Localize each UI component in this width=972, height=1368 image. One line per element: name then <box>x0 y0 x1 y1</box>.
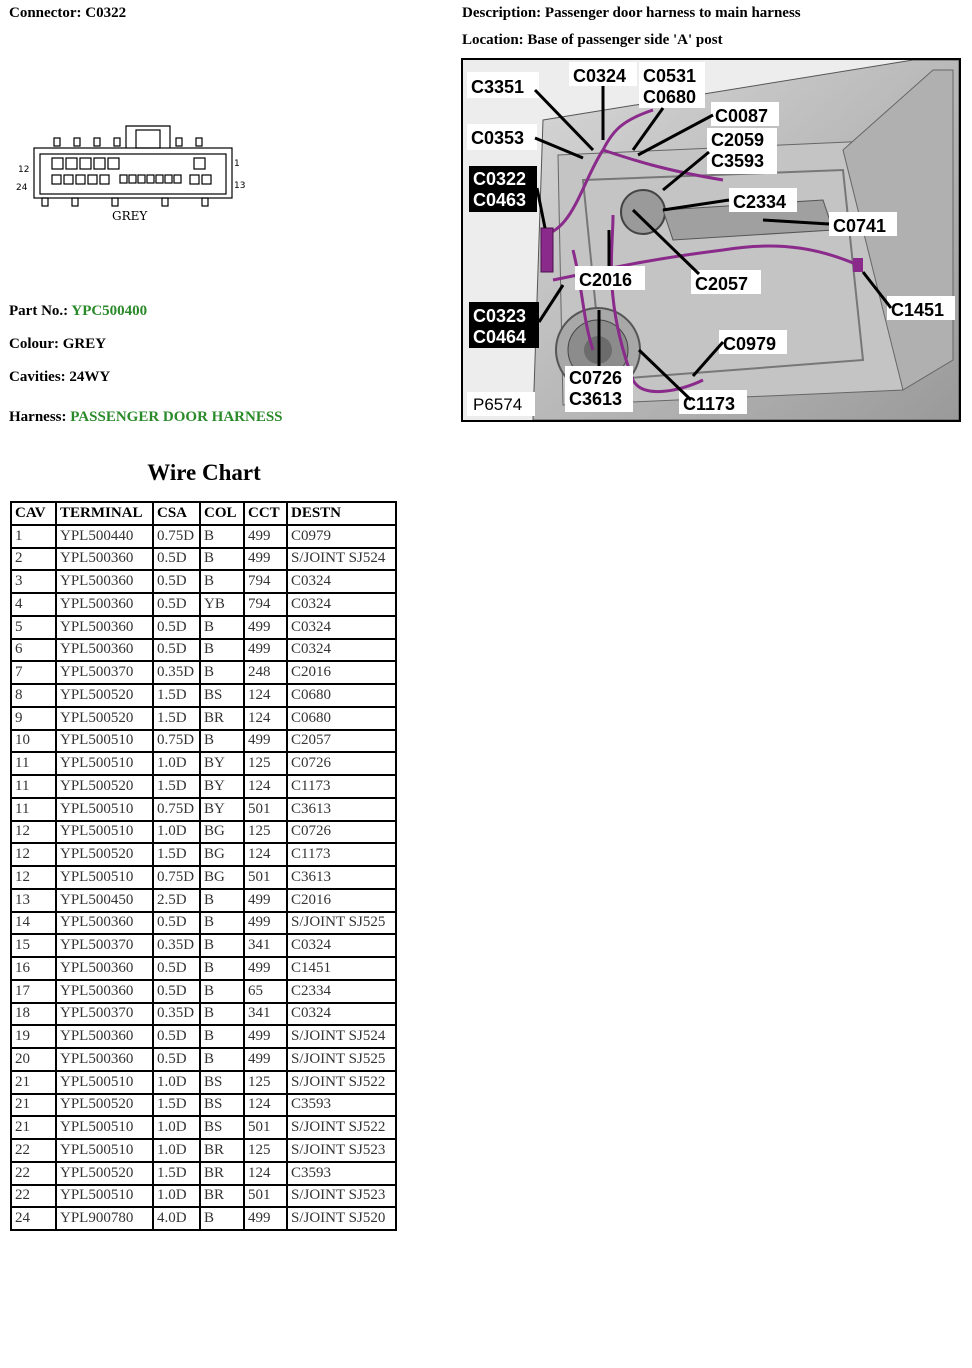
cell-csa: 0.75D <box>153 798 200 821</box>
location-label: Location: <box>462 32 524 48</box>
cell-csa: 1.5D <box>153 775 200 798</box>
cell-destn: S/JOINT SJ520 <box>287 1207 396 1230</box>
cell-terminal: YPL500370 <box>56 1003 153 1026</box>
header-cct: CCT <box>244 502 287 525</box>
callout-c3613: C3613 <box>569 389 623 409</box>
header-cav: CAV <box>11 502 56 525</box>
cell-destn: C0324 <box>287 616 396 639</box>
cell-cct: 125 <box>244 821 287 844</box>
table-row <box>11 821 396 844</box>
table-row <box>11 593 396 616</box>
header-terminal: TERMINAL <box>56 502 153 525</box>
cell-csa: 1.0D <box>153 1116 200 1139</box>
table-row <box>11 730 396 753</box>
door-illustration <box>463 60 959 420</box>
cell-destn: S/JOINT SJ523 <box>287 1185 396 1208</box>
cell-cct: 501 <box>244 1116 287 1139</box>
wire-chart-table <box>10 501 397 1231</box>
cell-terminal: YPL500520 <box>56 1094 153 1117</box>
cell-terminal: YPL500370 <box>56 661 153 684</box>
cell-destn: C0680 <box>287 684 396 707</box>
table-row <box>11 1094 396 1117</box>
table-row <box>11 980 396 1003</box>
cell-terminal: YPL500450 <box>56 889 153 912</box>
wire-chart-header-row <box>11 502 396 525</box>
cell-cct: 499 <box>244 548 287 571</box>
header-col: COL <box>200 502 244 525</box>
cell-csa: 0.5D <box>153 912 200 935</box>
cell-col: BG <box>200 821 244 844</box>
table-row <box>11 684 396 707</box>
cell-cav: 1 <box>11 525 56 548</box>
cell-destn: C0726 <box>287 821 396 844</box>
cell-csa: 1.0D <box>153 752 200 775</box>
cell-col: B <box>200 912 244 935</box>
photo-reference: P6574 <box>473 395 523 414</box>
cell-csa: 1.0D <box>153 1139 200 1162</box>
cell-cav: 12 <box>11 821 56 844</box>
cell-cav: 8 <box>11 684 56 707</box>
cell-cav: 9 <box>11 707 56 730</box>
cell-col: BS <box>200 1116 244 1139</box>
cell-terminal: YPL500360 <box>56 980 153 1003</box>
cell-destn: C1451 <box>287 957 396 980</box>
cell-cct: 124 <box>244 684 287 707</box>
colour-value: GREY <box>62 336 107 352</box>
cell-terminal: YPL500520 <box>56 843 153 866</box>
cell-csa: 0.35D <box>153 934 200 957</box>
cell-terminal: YPL500510 <box>56 798 153 821</box>
cell-csa: 0.5D <box>153 570 200 593</box>
cell-col: BY <box>200 752 244 775</box>
table-row <box>11 1139 396 1162</box>
header-destn: DESTN <box>287 502 396 525</box>
pin-1-label: 1 <box>234 159 240 169</box>
cell-csa: 1.0D <box>153 1185 200 1208</box>
harness-value: PASSENGER DOOR HARNESS <box>70 409 283 425</box>
part-no-line <box>9 303 147 320</box>
cell-cav: 22 <box>11 1185 56 1208</box>
wire-chart-body <box>11 525 396 1230</box>
cell-cav: 18 <box>11 1003 56 1026</box>
cell-cct: 499 <box>244 912 287 935</box>
cell-cct: 124 <box>244 1094 287 1117</box>
cell-cct: 501 <box>244 798 287 821</box>
cell-col: B <box>200 639 244 662</box>
table-row <box>11 843 396 866</box>
connector-value: C0322 <box>85 5 127 21</box>
cell-cav: 4 <box>11 593 56 616</box>
table-row <box>11 570 396 593</box>
cell-terminal: YPL500510 <box>56 1071 153 1094</box>
cell-terminal: YPL500510 <box>56 1185 153 1208</box>
cell-csa: 0.5D <box>153 957 200 980</box>
cell-cav: 19 <box>11 1025 56 1048</box>
table-row <box>11 1003 396 1026</box>
pin-13-label: 13 <box>234 181 246 191</box>
cell-terminal: YPL500360 <box>56 912 153 935</box>
cell-destn: C0680 <box>287 707 396 730</box>
part-no-label: Part No.: <box>9 303 69 319</box>
cell-cav: 12 <box>11 866 56 889</box>
cell-terminal: YPL500360 <box>56 639 153 662</box>
cell-cav: 5 <box>11 616 56 639</box>
cell-csa: 1.0D <box>153 821 200 844</box>
cell-terminal: YPL500520 <box>56 684 153 707</box>
cell-cct: 499 <box>244 1025 287 1048</box>
cell-terminal: YPL500510 <box>56 866 153 889</box>
cell-cct: 499 <box>244 525 287 548</box>
callout-c0741: C0741 <box>833 216 887 236</box>
table-row <box>11 912 396 935</box>
cell-csa: 1.0D <box>153 1071 200 1094</box>
callout-c0353: C0353 <box>471 128 525 148</box>
cell-cav: 11 <box>11 798 56 821</box>
cell-cct: 124 <box>244 775 287 798</box>
cell-cav: 22 <box>11 1162 56 1185</box>
cell-csa: 0.5D <box>153 616 200 639</box>
connector-location-illustration <box>461 58 961 422</box>
cell-cct: 124 <box>244 1162 287 1185</box>
callout-c2059: C2059 <box>711 130 765 150</box>
cell-col: B <box>200 980 244 1003</box>
cell-col: B <box>200 957 244 980</box>
table-row <box>11 775 396 798</box>
cell-col: BR <box>200 1139 244 1162</box>
cell-col: B <box>200 1048 244 1071</box>
cell-col: B <box>200 525 244 548</box>
cell-destn: C2334 <box>287 980 396 1003</box>
cell-cct: 125 <box>244 1139 287 1162</box>
cell-terminal: YPL500370 <box>56 934 153 957</box>
cell-terminal: YPL500360 <box>56 616 153 639</box>
cell-cct: 794 <box>244 570 287 593</box>
cell-csa: 1.5D <box>153 843 200 866</box>
callout-c0324: C0324 <box>573 66 627 86</box>
cell-cav: 2 <box>11 548 56 571</box>
callout-c0979: C0979 <box>723 334 777 354</box>
cell-cct: 124 <box>244 843 287 866</box>
colour-label: Colour: <box>9 336 59 352</box>
cell-destn: S/JOINT SJ522 <box>287 1071 396 1094</box>
cell-csa: 0.75D <box>153 866 200 889</box>
cell-csa: 0.35D <box>153 661 200 684</box>
cell-cct: 499 <box>244 957 287 980</box>
cavities-line <box>9 369 110 386</box>
cell-cav: 17 <box>11 980 56 1003</box>
callout-c2016: C2016 <box>579 270 633 290</box>
cell-destn: C2016 <box>287 889 396 912</box>
cell-destn: C0324 <box>287 1003 396 1026</box>
cell-destn: S/JOINT SJ524 <box>287 548 396 571</box>
cell-csa: 1.5D <box>153 684 200 707</box>
cell-cav: 22 <box>11 1139 56 1162</box>
callout-c0323: C0323 <box>473 306 527 326</box>
cell-terminal: YPL500520 <box>56 775 153 798</box>
cell-cav: 11 <box>11 775 56 798</box>
callout-c2057: C2057 <box>695 274 749 294</box>
cell-cct: 499 <box>244 889 287 912</box>
cell-col: YB <box>200 593 244 616</box>
cell-destn: C3613 <box>287 866 396 889</box>
cell-csa: 0.75D <box>153 730 200 753</box>
table-row <box>11 798 396 821</box>
cell-cct: 499 <box>244 1048 287 1071</box>
table-row <box>11 1116 396 1139</box>
cell-cav: 7 <box>11 661 56 684</box>
cell-terminal: YPL500360 <box>56 570 153 593</box>
cell-destn: C0324 <box>287 570 396 593</box>
table-row <box>11 548 396 571</box>
cell-cct: 125 <box>244 752 287 775</box>
cell-csa: 1.5D <box>153 707 200 730</box>
cell-destn: S/JOINT SJ525 <box>287 1048 396 1071</box>
table-row <box>11 1025 396 1048</box>
callout-c1451: C1451 <box>891 300 945 320</box>
cell-cav: 16 <box>11 957 56 980</box>
cell-destn: C0726 <box>287 752 396 775</box>
cell-cct: 501 <box>244 866 287 889</box>
cell-col: B <box>200 889 244 912</box>
cell-csa: 2.5D <box>153 889 200 912</box>
cell-cav: 24 <box>11 1207 56 1230</box>
colour-line <box>9 336 106 353</box>
cell-cav: 20 <box>11 1048 56 1071</box>
cell-terminal: YPL500510 <box>56 1139 153 1162</box>
cell-csa: 0.5D <box>153 639 200 662</box>
table-row <box>11 525 396 548</box>
pin-24-label: 24 <box>16 183 28 193</box>
cell-cct: 794 <box>244 593 287 616</box>
harness-label: Harness: <box>9 409 67 425</box>
location-line <box>462 32 723 49</box>
description-label: Description: <box>462 5 542 21</box>
connector-line <box>9 5 126 22</box>
cell-cct: 499 <box>244 1207 287 1230</box>
cell-col: B <box>200 1207 244 1230</box>
connector-face-diagram <box>12 120 252 230</box>
cell-cct: 499 <box>244 730 287 753</box>
table-row <box>11 752 396 775</box>
cell-col: BY <box>200 798 244 821</box>
cell-destn: S/JOINT SJ523 <box>287 1139 396 1162</box>
cell-terminal: YPL500510 <box>56 730 153 753</box>
cell-terminal: YPL500360 <box>56 957 153 980</box>
cell-cct: 124 <box>244 707 287 730</box>
cell-csa: 0.5D <box>153 1048 200 1071</box>
diagram-colour-text: GREY <box>112 209 148 223</box>
cell-cav: 11 <box>11 752 56 775</box>
cell-cav: 14 <box>11 912 56 935</box>
callout-c0680: C0680 <box>643 87 697 107</box>
cell-col: BR <box>200 1162 244 1185</box>
cell-csa: 1.5D <box>153 1094 200 1117</box>
cell-cav: 6 <box>11 639 56 662</box>
cell-col: BS <box>200 684 244 707</box>
cell-cct: 499 <box>244 616 287 639</box>
cell-cct: 501 <box>244 1185 287 1208</box>
table-row <box>11 957 396 980</box>
cell-csa: 0.5D <box>153 980 200 1003</box>
cell-csa: 0.35D <box>153 1003 200 1026</box>
table-row <box>11 1207 396 1230</box>
cell-cav: 21 <box>11 1071 56 1094</box>
cell-terminal: YPL500520 <box>56 1162 153 1185</box>
cell-csa: 1.5D <box>153 1162 200 1185</box>
cell-col: BR <box>200 1185 244 1208</box>
cell-destn: C2016 <box>287 661 396 684</box>
table-row <box>11 1185 396 1208</box>
cell-destn: C0324 <box>287 934 396 957</box>
cavities-value: 24WY <box>69 369 111 385</box>
table-row <box>11 616 396 639</box>
cell-destn: C3593 <box>287 1094 396 1117</box>
cell-terminal: YPL500360 <box>56 1025 153 1048</box>
cell-terminal: YPL500510 <box>56 1116 153 1139</box>
cell-cct: 341 <box>244 1003 287 1026</box>
cell-cav: 13 <box>11 889 56 912</box>
cell-cct: 499 <box>244 639 287 662</box>
cell-destn: C0324 <box>287 639 396 662</box>
cell-destn: C2057 <box>287 730 396 753</box>
callout-c2334: C2334 <box>733 192 787 212</box>
description-value: Passenger door harness to main harness <box>544 5 801 21</box>
cell-cav: 21 <box>11 1116 56 1139</box>
cell-col: B <box>200 730 244 753</box>
connector-label: Connector: <box>9 5 82 21</box>
cell-destn: S/JOINT SJ522 <box>287 1116 396 1139</box>
cell-destn: S/JOINT SJ524 <box>287 1025 396 1048</box>
callout-c0726: C0726 <box>569 368 623 388</box>
cell-cct: 341 <box>244 934 287 957</box>
cell-csa: 4.0D <box>153 1207 200 1230</box>
cell-cct: 65 <box>244 980 287 1003</box>
cell-destn: C1173 <box>287 843 396 866</box>
callout-c3593: C3593 <box>711 151 765 171</box>
header-csa: CSA <box>153 502 200 525</box>
cell-terminal: YPL500510 <box>56 752 153 775</box>
cell-destn: C3593 <box>287 1162 396 1185</box>
callout-c0322: C0322 <box>473 169 527 189</box>
cell-col: BG <box>200 866 244 889</box>
table-row <box>11 934 396 957</box>
cell-cav: 10 <box>11 730 56 753</box>
table-row <box>11 1071 396 1094</box>
cell-csa: 0.5D <box>153 593 200 616</box>
callout-c0087: C0087 <box>715 106 769 126</box>
cell-col: B <box>200 1003 244 1026</box>
callout-c0531: C0531 <box>643 66 697 86</box>
cell-col: B <box>200 934 244 957</box>
cell-col: BS <box>200 1071 244 1094</box>
cell-col: BY <box>200 775 244 798</box>
callout-c3351: C3351 <box>471 77 525 97</box>
cell-csa: 0.5D <box>153 548 200 571</box>
description-line <box>462 5 801 22</box>
wire-chart-title: Wire Chart <box>147 460 261 485</box>
callout-c0463: C0463 <box>473 190 527 210</box>
table-row <box>11 1048 396 1071</box>
cell-col: BR <box>200 707 244 730</box>
table-row <box>11 1162 396 1185</box>
table-row <box>11 889 396 912</box>
cell-col: BS <box>200 1094 244 1117</box>
cell-destn: C3613 <box>287 798 396 821</box>
cell-terminal: YPL500360 <box>56 548 153 571</box>
cell-cav: 15 <box>11 934 56 957</box>
table-row <box>11 707 396 730</box>
cell-terminal: YPL500360 <box>56 1048 153 1071</box>
callout-c0464: C0464 <box>473 327 527 347</box>
cell-destn: C0324 <box>287 593 396 616</box>
location-value: Base of passenger side 'A' post <box>527 32 723 48</box>
cell-terminal: YPL500360 <box>56 593 153 616</box>
pin-12-label: 12 <box>18 165 30 175</box>
table-row <box>11 866 396 889</box>
cell-cav: 3 <box>11 570 56 593</box>
cell-destn: C0979 <box>287 525 396 548</box>
cell-terminal: YPL900780 <box>56 1207 153 1230</box>
cell-csa: 0.5D <box>153 1025 200 1048</box>
table-row <box>11 639 396 662</box>
part-no-value: YPC500400 <box>71 303 148 319</box>
cell-col: B <box>200 548 244 571</box>
cell-destn: S/JOINT SJ525 <box>287 912 396 935</box>
cell-destn: C1173 <box>287 775 396 798</box>
cell-terminal: YPL500520 <box>56 707 153 730</box>
cell-cct: 248 <box>244 661 287 684</box>
cell-col: B <box>200 1025 244 1048</box>
cavities-label: Cavities: <box>9 369 66 385</box>
cell-terminal: YPL500440 <box>56 525 153 548</box>
cell-csa: 0.75D <box>153 525 200 548</box>
cell-col: BG <box>200 843 244 866</box>
cell-cav: 12 <box>11 843 56 866</box>
callout-c1173: C1173 <box>683 394 736 414</box>
cell-terminal: YPL500510 <box>56 821 153 844</box>
cell-col: B <box>200 661 244 684</box>
cell-cct: 125 <box>244 1071 287 1094</box>
cell-col: B <box>200 616 244 639</box>
cell-cav: 21 <box>11 1094 56 1117</box>
cell-col: B <box>200 570 244 593</box>
table-row <box>11 661 396 684</box>
harness-line <box>9 409 283 426</box>
